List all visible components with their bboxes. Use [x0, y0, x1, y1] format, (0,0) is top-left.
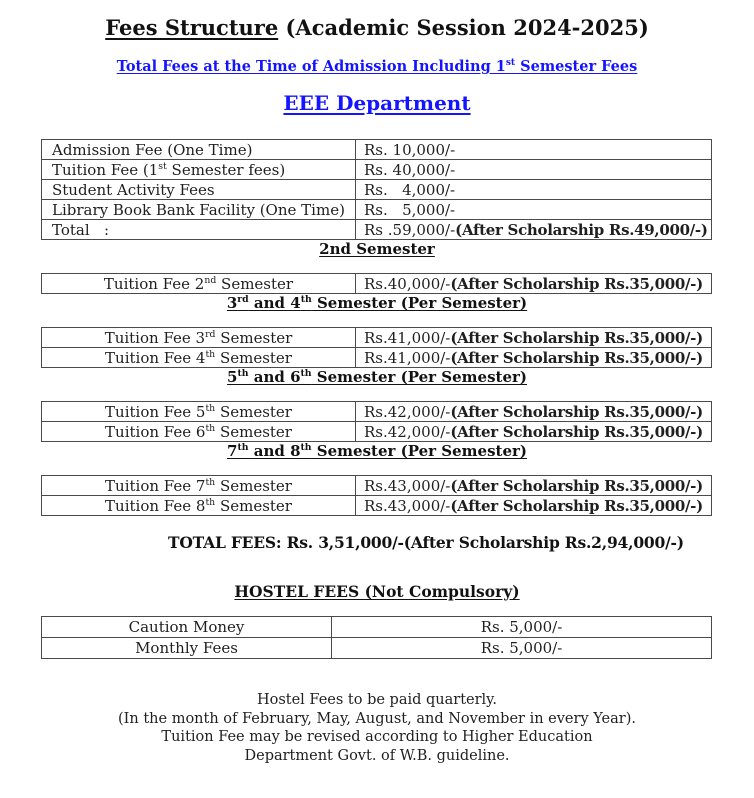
footer-notes [0, 691, 754, 765]
table-row [42, 348, 712, 368]
table-row [42, 402, 712, 422]
semester-2-fees-table [41, 273, 712, 294]
section-heading-7th-8th-semester: 7th and 8th Semester (Per Semester) [227, 442, 527, 460]
semester-7-8-fees-table [41, 475, 712, 516]
department-heading: EEE Department [283, 91, 471, 115]
table-row [42, 328, 712, 348]
fee-value-cell: Rs.43,000/-(After Scholarship Rs.35,000/-) [356, 476, 712, 496]
section-heading-2nd-semester: 2nd Semester [319, 240, 435, 258]
section-heading-3rd-4th-semester: 3rd and 4th Semester (Per Semester) [226, 294, 528, 312]
fee-value-cell: Rs. 40,000/- [356, 160, 712, 180]
admission-subtitle: Total Fees at the Time of Admission Including 1st Semester Fees [116, 58, 638, 75]
hostel-fee-label-cell: Monthly Fees [42, 638, 332, 659]
table-row [42, 617, 712, 638]
fee-value-cell: Rs .59,000/-(After Scholarship Rs.49,000/-) [356, 220, 712, 240]
fee-value-cell: Rs.41,000/-(After Scholarship Rs.35,000/-) [356, 348, 712, 368]
fee-value-cell: Rs. 5,000/- [356, 200, 712, 220]
fee-value-cell: Rs. 4,000/- [356, 180, 712, 200]
table-row [42, 422, 712, 442]
hostel-fees-heading: HOSTEL FEES (Not Compulsory) [234, 582, 520, 601]
hostel-fee-value-cell: Rs. 5,000/- [332, 638, 712, 659]
fee-label-cell: Tuition Fee 4th Semester [42, 348, 356, 368]
semester-5-6-fees-table [41, 401, 712, 442]
page-title-underlined: Fees Structure [105, 15, 279, 40]
fee-label-cell: Tuition Fee (1st Semester fees) [42, 160, 356, 180]
table-row [42, 476, 712, 496]
footer-line: (In the month of February, May, August, and November in every Year). [118, 710, 636, 727]
section-heading-5th-6th-semester: 5th and 6th Semester (Per Semester) [227, 368, 527, 386]
table-row [42, 274, 712, 294]
table-row [42, 200, 712, 220]
footer-line: Hostel Fees to be paid quarterly. [256, 692, 498, 708]
total-fees-line: TOTAL FEES: Rs. 3,51,000/-(After Scholarship Rs.2,94,000/-) [168, 533, 684, 552]
semester-3-4-fees-table [41, 327, 712, 368]
fee-label-cell: Tuition Fee 8th Semester [42, 496, 356, 516]
page-title-rest: (Academic Session 2024-2025) [278, 15, 649, 40]
table-row [42, 638, 712, 659]
fee-value-cell: Rs.43,000/-(After Scholarship Rs.35,000/-) [356, 496, 712, 516]
footer-line: Tuition Fee may be revised according to Higher Education [161, 729, 593, 745]
fee-label-cell: Total : [42, 220, 356, 240]
fee-value-cell: Rs. 10,000/- [356, 140, 712, 160]
hostel-fees-table [41, 616, 712, 659]
table-row [42, 180, 712, 200]
admission-fees-table [41, 139, 712, 240]
fee-label-cell: Tuition Fee 6th Semester [42, 422, 356, 442]
fee-value-cell: Rs.42,000/-(After Scholarship Rs.35,000/-) [356, 402, 712, 422]
fee-value-cell: Rs.41,000/-(After Scholarship Rs.35,000/-) [356, 328, 712, 348]
fee-value-cell: Rs.40,000/-(After Scholarship Rs.35,000/-) [356, 274, 712, 294]
table-row-total [42, 220, 712, 240]
fee-label-cell: Tuition Fee 3rd Semester [42, 328, 356, 348]
fee-label-cell: Tuition Fee 5th Semester [42, 402, 356, 422]
fee-label-cell: Tuition Fee 7th Semester [42, 476, 356, 496]
hostel-fee-value-cell: Rs. 5,000/- [332, 617, 712, 638]
fee-label-cell: Admission Fee (One Time) [42, 140, 356, 160]
fee-value-cell: Rs.42,000/-(After Scholarship Rs.35,000/-) [356, 422, 712, 442]
hostel-fee-label-cell: Caution Money [42, 617, 332, 638]
table-row [42, 496, 712, 516]
table-row [42, 140, 712, 160]
page-title [0, 13, 754, 43]
footer-line: Department Govt. of W.B. guideline. [244, 747, 510, 764]
fee-label-cell: Tuition Fee 2nd Semester [42, 274, 356, 294]
fee-label-cell: Library Book Bank Facility (One Time) [42, 200, 356, 220]
fee-label-cell: Student Activity Fees [42, 180, 356, 200]
table-row [42, 160, 712, 180]
